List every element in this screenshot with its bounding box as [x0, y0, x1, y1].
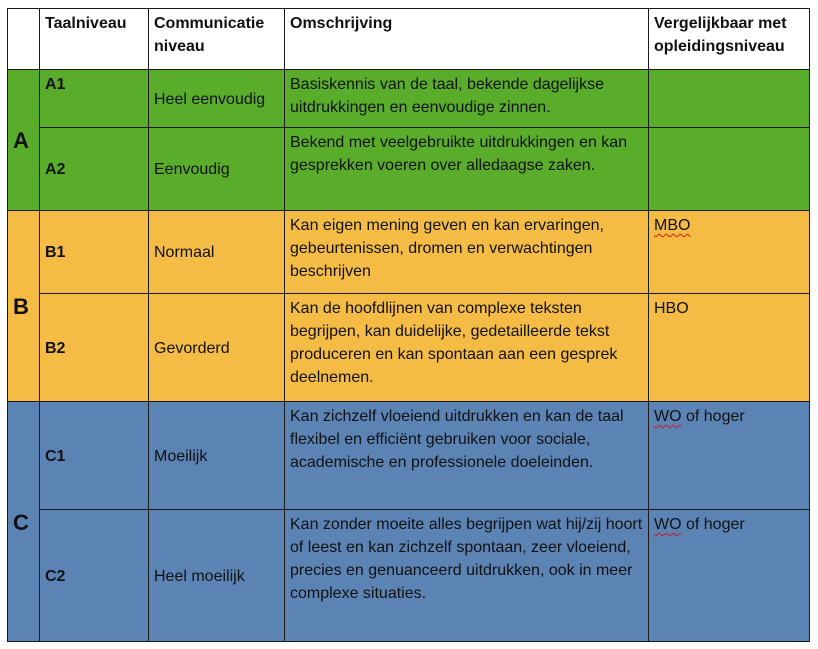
level-code: C2: [40, 510, 149, 642]
header-vergelijkbaar-line1: Vergelijkbaar met: [654, 15, 787, 32]
language-levels-table: [7, 8, 810, 642]
comparable-education: [649, 510, 810, 642]
comparable-education: [649, 211, 810, 294]
communication-level: Eenvoudig: [149, 128, 285, 211]
level-description: Bekend met veelgebruikte uitdrukkingen en kan gesprekken voeren over alledaagse zaken.: [285, 128, 649, 211]
communication-level: Heel eenvoudig: [149, 70, 285, 128]
communication-level: Moeilijk: [149, 402, 285, 510]
level-description: Kan eigen mening geven en kan ervaringen, gebeurtenissen, dromen en verwachtingen beschrijven: [285, 211, 649, 294]
comparable-education: [649, 294, 810, 402]
communication-level: Normaal: [149, 211, 285, 294]
table-row: [8, 70, 810, 128]
header-vergelijkbaar-line2: opleidingsniveau: [654, 38, 785, 55]
level-code: B2: [40, 294, 149, 402]
level-description: Kan zonder moeite alles begrijpen wat hij/zij hoort of leest en kan zichzelf spontaan, zeer vloeiend, precies en genuanceerd uitdrukken, ook in meer complexe situaties.: [285, 510, 649, 642]
comparable-education: [649, 402, 810, 510]
level-description: Kan zichzelf vloeiend uitdrukken en kan de taal flexibel en efficiënt gebruiken voor sociale, academische en professionele doeleinden.: [285, 402, 649, 510]
comparable-education: [649, 128, 810, 211]
group-a-label: A: [8, 70, 40, 211]
group-c-label: C: [8, 402, 40, 642]
header-row: [8, 9, 810, 70]
communication-level: Heel moeilijk: [149, 510, 285, 642]
header-communicatie-line2: niveau: [154, 38, 205, 55]
comparable-education-main: WO: [654, 408, 682, 425]
table-row: [8, 510, 810, 642]
header-taalniveau: Taalniveau: [40, 9, 149, 70]
level-code: A2: [40, 128, 149, 211]
table-row: [8, 402, 810, 510]
comparable-education-main: HBO: [654, 300, 689, 317]
table-row: [8, 128, 810, 211]
level-code: C1: [40, 402, 149, 510]
comparable-education-main: MBO: [654, 217, 691, 234]
level-description: Kan de hoofdlijnen van complexe teksten begrijpen, kan duidelijke, gedetailleerde tekst produceren en kan spontaan aan een gesprek deelnemen.: [285, 294, 649, 402]
header-group-cell: [8, 9, 40, 70]
comparable-education-rest: of hoger: [681, 408, 745, 425]
header-communicatie: [149, 9, 285, 70]
comparable-education: [649, 70, 810, 128]
header-vergelijkbaar: [649, 9, 810, 70]
level-description: Basiskennis van de taal, bekende dagelijkse uitdrukkingen en eenvoudige zinnen.: [285, 70, 649, 128]
comparable-education-rest: of hoger: [681, 516, 745, 533]
group-b-label: B: [8, 211, 40, 402]
table-row: [8, 294, 810, 402]
communication-level: Gevorderd: [149, 294, 285, 402]
level-code: B1: [40, 211, 149, 294]
header-omschrijving: Omschrijving: [285, 9, 649, 70]
level-code: A1: [40, 70, 149, 128]
header-communicatie-line1: Communicatie: [154, 15, 265, 32]
comparable-education-main: WO: [654, 516, 682, 533]
table-row: [8, 211, 810, 294]
